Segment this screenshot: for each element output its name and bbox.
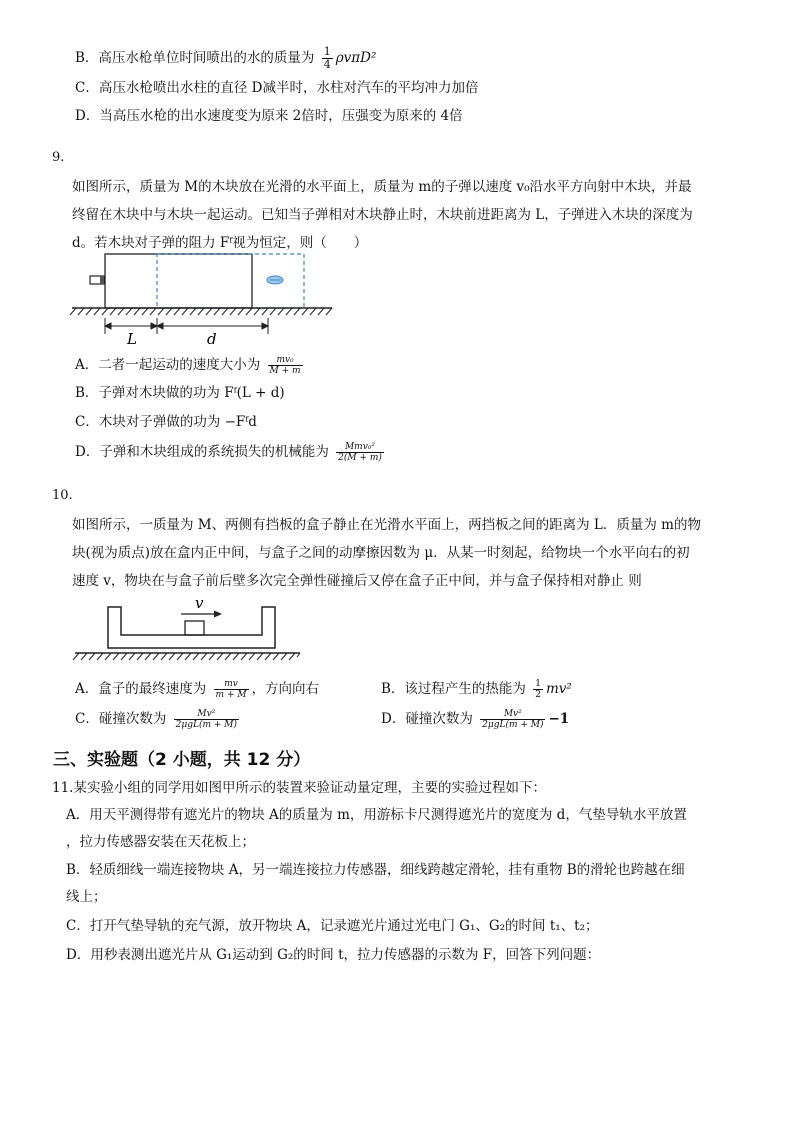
q8-option-b xyxy=(75,46,376,71)
q10-option-c-text: C．碰撞次数为 xyxy=(75,711,167,727)
q10-option-c-fraction xyxy=(174,709,239,730)
q8-option-d: D．当高压水枪的出水速度变为原来 2倍时，压强变为原来的 4倍 xyxy=(75,108,463,124)
q10-option-d-fraction xyxy=(480,709,545,730)
ground-hatching-2 xyxy=(73,653,300,660)
q9-option-a xyxy=(75,355,306,376)
q9-option-d xyxy=(75,442,387,463)
q10-option-c-num: Mv² xyxy=(174,709,239,720)
q9-figure xyxy=(0,246,794,346)
q10-option-a-num: mv xyxy=(214,679,249,690)
q10-option-d-text: D．碰撞次数为 xyxy=(381,711,473,727)
bullet-shape xyxy=(90,276,104,284)
q10-option-c xyxy=(75,709,242,730)
q10-option-b xyxy=(381,679,572,700)
q10-number: 10. xyxy=(52,488,73,503)
q9-option-a-text: A．二者一起运动的速度大小为 xyxy=(75,357,261,373)
section-3-title: 三、实验题（2 小题，共 12 分） xyxy=(53,750,311,770)
label-L: L xyxy=(127,330,137,348)
q8-option-b-text: B．高压水枪单位时间喷出的水的质量为 xyxy=(75,50,315,66)
q10-option-b-tail: mv² xyxy=(545,681,572,697)
q9-option-a-fraction xyxy=(268,355,303,376)
q9-option-d-fraction xyxy=(336,442,384,463)
q11-step-b-line2: 线上； xyxy=(66,889,107,905)
q10-figure xyxy=(0,594,794,664)
q9-stem-line3: d。若木块对子弹的阻力 Fᶠ视为恒定，则（ ） xyxy=(72,235,368,251)
ground-hatching xyxy=(70,308,332,315)
q10-option-a-tail: ，方向向右 xyxy=(251,681,320,697)
q10-option-d xyxy=(381,709,569,730)
q9-stem-line1: 如图所示，质量为 M的木块放在光滑的水平面上，质量为 m的子弹以速度 v₀沿水平方向射中木块，并最 xyxy=(72,179,692,195)
q10-option-a-den: m + M xyxy=(215,690,247,700)
q9-option-d-text: D．子弹和木块组成的系统损失的机械能为 xyxy=(75,444,329,460)
q10-stem-line3: 速度 v，物块在与盒子前后壁多次完全弹性碰撞后又停在盒子正中间，并与盒子保持相对静止 则 xyxy=(72,573,642,589)
box-container xyxy=(108,607,275,648)
q10-stem-line2: 块(视为质点)放在盒内正中间，与盒子之间的动摩擦因数为 μ．从某一时刻起，给物块一个水平向右的初 xyxy=(72,545,690,561)
q11-step-a-line2: ，拉力传感器安装在天花板上； xyxy=(66,834,255,850)
q10-option-b-num: 1 xyxy=(535,679,541,689)
q10-option-d-tail: −1 xyxy=(548,711,570,727)
q10-option-b-text: B．该过程产生的热能为 xyxy=(381,681,526,697)
q11-step-c: C．打开气垫导轨的充气源，放开物块 A，记录遮光片通过光电门 G₁、G₂的时间 t₁、t₂； xyxy=(66,918,599,934)
label-v: v xyxy=(195,594,204,612)
q11-step-d: D．用秒表测出遮光片从 G₁运动到 G₂的时间 t，拉力传感器的示数为 F，回答下列问题： xyxy=(66,947,601,963)
q10-option-a-fraction xyxy=(214,679,249,700)
q10-option-d-den: 2μgL(m + M) xyxy=(482,720,544,730)
q9-option-d-num: Mmv₀² xyxy=(336,442,384,453)
q11-step-a-line1: A．用天平测得带有遮光片的物块 A的质量为 m，用游标卡尺测得遮光片的宽度为 d，气垫导轨水平放置 xyxy=(66,807,687,823)
q9-option-d-den: 2(M + m) xyxy=(338,453,382,463)
q9-option-c: C．木块对子弹做的功为 −Fᶠd xyxy=(75,414,257,430)
q8-option-c: C．高压水枪喷出水柱的直径 D减半时，水柱对汽车的平均冲力加倍 xyxy=(75,80,479,96)
q10-option-c-den: 2μgL(m + M) xyxy=(175,720,237,730)
q8-option-b-den: 4 xyxy=(323,58,331,71)
q10-option-d-num: Mv² xyxy=(480,709,545,720)
q11-step-b-line1: B．轻质细线一端连接物块 A，另一端连接拉力传感器，细线跨越定滑轮，挂有重物 B的滑轮也跨越在细 xyxy=(66,862,685,878)
q11-stem: 11.某实验小组的同学用如图甲所示的装置来验证动量定理，主要的实验过程如下： xyxy=(52,780,546,796)
q8-option-b-fraction xyxy=(322,46,333,71)
q8-option-b-formula: ρvπD² xyxy=(335,50,377,66)
q10-option-b-fraction xyxy=(533,679,543,700)
q9-option-b: B．子弹对木块做的功为 Fᶠ(L + d) xyxy=(75,385,285,401)
block-initial xyxy=(105,254,252,308)
q9-option-a-den: M + m xyxy=(269,366,301,376)
q8-option-b-num: 1 xyxy=(323,45,331,58)
small-block xyxy=(185,621,204,635)
q9-stem-line2: 终留在木块中与木块一起运动。已知当子弹相对木块静止时，木块前进距离为 L，子弹进入木块的深度为 xyxy=(72,207,693,223)
q9-option-a-num: mv₀ xyxy=(268,355,303,366)
q10-option-a xyxy=(75,679,319,700)
q10-option-b-den: 2 xyxy=(535,690,541,700)
q10-option-a-text: A．盒子的最终速度为 xyxy=(75,681,207,697)
q9-number: 9. xyxy=(52,150,65,165)
q10-stem-line1: 如图所示，一质量为 M、两侧有挡板的盒子静止在光滑水平面上，两挡板之间的距离为 L．质量为 m的物 xyxy=(72,517,701,533)
label-d: d xyxy=(207,330,217,348)
bullet-embedded xyxy=(267,276,283,284)
